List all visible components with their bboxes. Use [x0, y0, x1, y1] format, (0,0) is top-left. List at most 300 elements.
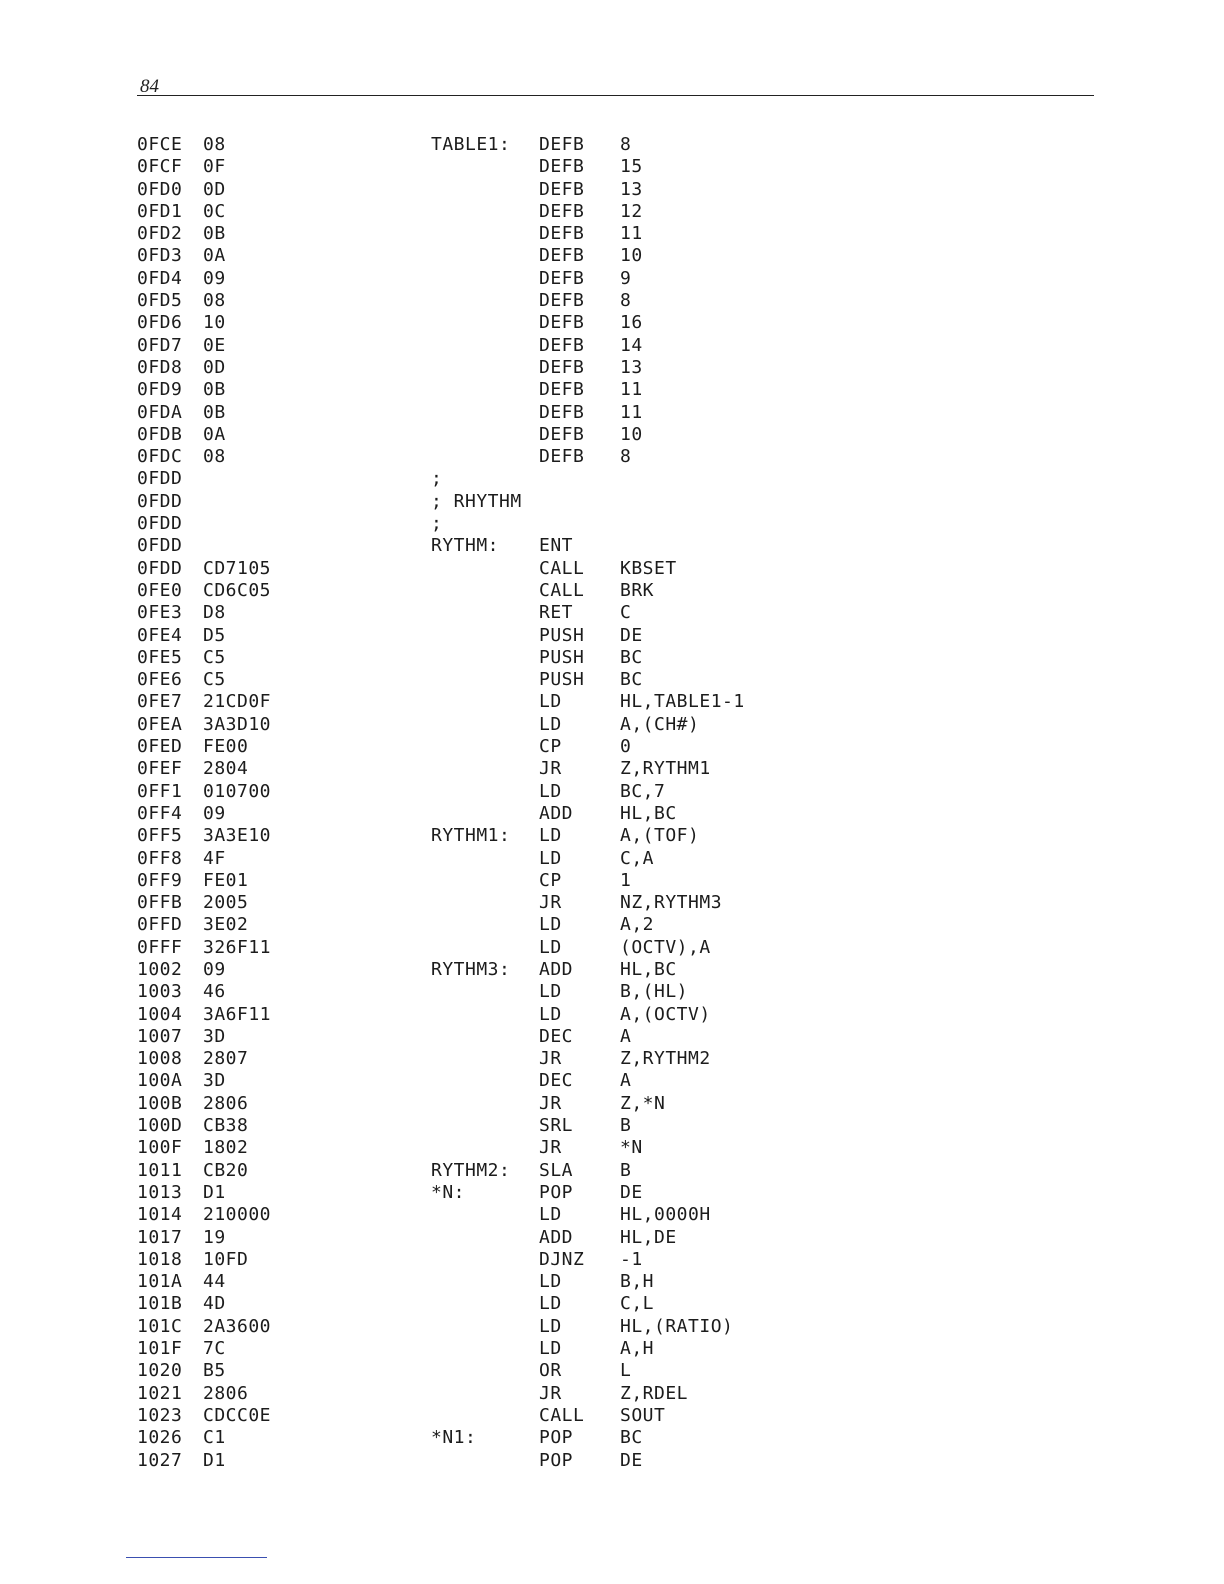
- mnemonic: PUSH: [539, 669, 585, 691]
- operand: 11: [620, 223, 643, 245]
- address: 0FE0: [137, 579, 183, 601]
- address: 0FDC: [137, 446, 183, 468]
- address: 0FDD: [137, 468, 183, 490]
- object-code: 2807: [203, 1048, 249, 1070]
- operand: 14: [620, 334, 643, 356]
- mnemonic: DEFB: [539, 446, 585, 468]
- listing-row: [137, 937, 897, 959]
- label: RYTHM3:: [431, 958, 511, 980]
- mnemonic: POP: [539, 1449, 574, 1471]
- object-code: 0E: [203, 334, 226, 356]
- listing-row: [137, 714, 897, 736]
- address: 0FDD: [137, 490, 183, 512]
- listing-row: [137, 781, 897, 803]
- operand: BC: [620, 646, 643, 668]
- address: 100A: [137, 1070, 183, 1092]
- object-code: 08: [203, 446, 226, 468]
- listing-row: [137, 156, 897, 178]
- listing-row: [137, 1160, 897, 1182]
- address: 1008: [137, 1048, 183, 1070]
- listing-row: [137, 1383, 897, 1405]
- operand: 16: [620, 312, 643, 334]
- listing-row: [137, 1338, 897, 1360]
- operand: *N: [620, 1137, 643, 1159]
- address: 0FDA: [137, 401, 183, 423]
- mnemonic: ADD: [539, 1226, 574, 1248]
- operand: 12: [620, 200, 643, 222]
- mnemonic: POP: [539, 1427, 574, 1449]
- object-code: 4D: [203, 1293, 226, 1315]
- mnemonic: RET: [539, 602, 574, 624]
- label: RYTHM1:: [431, 825, 511, 847]
- address: 1023: [137, 1404, 183, 1426]
- mnemonic: DEFB: [539, 156, 585, 178]
- object-code: 0B: [203, 223, 226, 245]
- address: 100B: [137, 1092, 183, 1114]
- mnemonic: ADD: [539, 802, 574, 824]
- operand: HL,BC: [620, 958, 677, 980]
- listing-row: [137, 179, 897, 201]
- listing-row: [137, 1293, 897, 1315]
- operand: HL,DE: [620, 1226, 677, 1248]
- mnemonic: DEFB: [539, 290, 585, 312]
- object-code: 210000: [203, 1204, 272, 1226]
- mnemonic: LD: [539, 713, 562, 735]
- operand: A,(OCTV): [620, 1003, 711, 1025]
- address: 0FCF: [137, 156, 183, 178]
- operand: HL,TABLE1-1: [620, 691, 745, 713]
- operand: B,H: [620, 1271, 655, 1293]
- operand: DE: [620, 624, 643, 646]
- object-code: CD6C05: [203, 579, 272, 601]
- mnemonic: LD: [539, 1271, 562, 1293]
- mnemonic: DEFB: [539, 200, 585, 222]
- address: 1003: [137, 981, 183, 1003]
- listing-row: [137, 1204, 897, 1226]
- mnemonic: SLA: [539, 1159, 574, 1181]
- address: 1027: [137, 1449, 183, 1471]
- operand: HL,0000H: [620, 1204, 711, 1226]
- address: 0FD9: [137, 379, 183, 401]
- address: 0FE5: [137, 646, 183, 668]
- listing-row: [137, 1115, 897, 1137]
- object-code: D1: [203, 1181, 226, 1203]
- listing-row: [137, 1450, 897, 1472]
- mnemonic: LD: [539, 825, 562, 847]
- address: 0FE4: [137, 624, 183, 646]
- address: 1021: [137, 1382, 183, 1404]
- label: *N1:: [431, 1427, 477, 1449]
- operand: A,(CH#): [620, 713, 700, 735]
- operand: 8: [620, 134, 632, 155]
- listing-row: [137, 959, 897, 981]
- listing-row: [137, 535, 897, 557]
- operand: 0: [620, 736, 632, 758]
- mnemonic: CP: [539, 736, 562, 758]
- mnemonic: DEFB: [539, 178, 585, 200]
- address: 100D: [137, 1115, 183, 1137]
- mnemonic: DEFB: [539, 401, 585, 423]
- label: RYTHM:: [431, 535, 500, 557]
- operand: BC: [620, 1427, 643, 1449]
- listing-row: [137, 803, 897, 825]
- operand: L: [620, 1360, 632, 1382]
- address: 1020: [137, 1360, 183, 1382]
- address: 0FDD: [137, 557, 183, 579]
- mnemonic: DEFB: [539, 245, 585, 267]
- listing-row: [137, 892, 897, 914]
- address: 0FE3: [137, 602, 183, 624]
- object-code: D5: [203, 624, 226, 646]
- listing-row: [137, 1070, 897, 1092]
- operand: 9: [620, 267, 632, 289]
- mnemonic: LD: [539, 1315, 562, 1337]
- mnemonic: CALL: [539, 579, 585, 601]
- operand: Z,RDEL: [620, 1382, 689, 1404]
- object-code: 0A: [203, 245, 226, 267]
- listing-row: [137, 402, 897, 424]
- listing-row: [137, 758, 897, 780]
- object-code: 0C: [203, 200, 226, 222]
- address: 0FD1: [137, 200, 183, 222]
- listing-row: [137, 1360, 897, 1382]
- object-code: 4F: [203, 847, 226, 869]
- address: 1026: [137, 1427, 183, 1449]
- address: 1004: [137, 1003, 183, 1025]
- mnemonic: LD: [539, 1293, 562, 1315]
- listing-row: [137, 1004, 897, 1026]
- object-code: 0D: [203, 356, 226, 378]
- operand: A,2: [620, 914, 655, 936]
- mnemonic: DEFB: [539, 356, 585, 378]
- object-code: D1: [203, 1449, 226, 1471]
- object-code: 09: [203, 267, 226, 289]
- address: 0FF5: [137, 825, 183, 847]
- mnemonic: POP: [539, 1181, 574, 1203]
- address: 0FD7: [137, 334, 183, 356]
- object-code: C1: [203, 1427, 226, 1449]
- operand: A: [620, 1025, 632, 1047]
- operand: B: [620, 1159, 632, 1181]
- address: 0FD5: [137, 290, 183, 312]
- address: 0FDB: [137, 423, 183, 445]
- object-code: 010700: [203, 780, 272, 802]
- address: 101F: [137, 1338, 183, 1360]
- mnemonic: LD: [539, 1003, 562, 1025]
- object-code: CB20: [203, 1159, 249, 1181]
- operand: 11: [620, 401, 643, 423]
- object-code: FE01: [203, 869, 249, 891]
- mnemonic: DEFB: [539, 223, 585, 245]
- mnemonic: JR: [539, 1092, 562, 1114]
- address: 0FF8: [137, 847, 183, 869]
- mnemonic: DEC: [539, 1070, 574, 1092]
- listing-row: [137, 1316, 897, 1338]
- operand: 10: [620, 423, 643, 445]
- object-code: 2804: [203, 758, 249, 780]
- operand: B,(HL): [620, 981, 689, 1003]
- address: 0FD3: [137, 245, 183, 267]
- listing-row: [137, 1405, 897, 1427]
- listing-row: [137, 1271, 897, 1293]
- operand: 1: [620, 869, 632, 891]
- operand: DE: [620, 1449, 643, 1471]
- operand: 8: [620, 446, 632, 468]
- listing-row: [137, 1249, 897, 1271]
- object-code: CDCC0E: [203, 1404, 272, 1426]
- address: 0FF9: [137, 869, 183, 891]
- listing-row: [137, 1093, 897, 1115]
- label: TABLE1:: [431, 134, 511, 155]
- object-code: C5: [203, 646, 226, 668]
- address: 0FFB: [137, 892, 183, 914]
- address: 101A: [137, 1271, 183, 1293]
- comment: ; RHYTHM: [431, 490, 522, 512]
- mnemonic: SRL: [539, 1115, 574, 1137]
- listing-row: [137, 669, 897, 691]
- address: 1007: [137, 1025, 183, 1047]
- mnemonic: OR: [539, 1360, 562, 1382]
- listing-row: [137, 1137, 897, 1159]
- operand: A,(TOF): [620, 825, 700, 847]
- listing-row: [137, 424, 897, 446]
- listing-row: [137, 1427, 897, 1449]
- address: 0FEA: [137, 713, 183, 735]
- address: 0FD6: [137, 312, 183, 334]
- object-code: 09: [203, 958, 226, 980]
- address: 101B: [137, 1293, 183, 1315]
- mnemonic: DJNZ: [539, 1248, 585, 1270]
- listing-row: [137, 1026, 897, 1048]
- mnemonic: LD: [539, 847, 562, 869]
- object-code: 2806: [203, 1092, 249, 1114]
- mnemonic: PUSH: [539, 624, 585, 646]
- mnemonic: DEC: [539, 1025, 574, 1047]
- object-code: 0F: [203, 156, 226, 178]
- label: *N:: [431, 1181, 466, 1203]
- mnemonic: JR: [539, 758, 562, 780]
- listing-row: [137, 491, 897, 513]
- listing-row: [137, 446, 897, 468]
- header-rule: [137, 95, 1094, 96]
- mnemonic: PUSH: [539, 646, 585, 668]
- object-code: 7C: [203, 1338, 226, 1360]
- object-code: 2A3600: [203, 1315, 272, 1337]
- mnemonic: JR: [539, 1137, 562, 1159]
- listing-row: [137, 223, 897, 245]
- address: 0FEF: [137, 758, 183, 780]
- listing-row: [137, 981, 897, 1003]
- mnemonic: LD: [539, 936, 562, 958]
- comment: ;: [431, 513, 443, 535]
- address: 0FD0: [137, 178, 183, 200]
- operand: 13: [620, 356, 643, 378]
- operand: 8: [620, 290, 632, 312]
- listing-row: [137, 870, 897, 892]
- listing-row: [137, 647, 897, 669]
- operand: A,H: [620, 1338, 655, 1360]
- object-code: 3A6F11: [203, 1003, 272, 1025]
- listing-row: [137, 736, 897, 758]
- mnemonic: DEFB: [539, 423, 585, 445]
- mnemonic: JR: [539, 892, 562, 914]
- object-code: 19: [203, 1226, 226, 1248]
- operand: BC: [620, 669, 643, 691]
- object-code: 3A3E10: [203, 825, 272, 847]
- object-code: CB38: [203, 1115, 249, 1137]
- object-code: 0D: [203, 178, 226, 200]
- comment: ;: [431, 468, 443, 490]
- listing-row: [137, 1048, 897, 1070]
- mnemonic: LD: [539, 914, 562, 936]
- object-code: 1802: [203, 1137, 249, 1159]
- listing-row: [137, 825, 897, 847]
- operand: 15: [620, 156, 643, 178]
- object-code: C5: [203, 669, 226, 691]
- listing-row: [137, 290, 897, 312]
- object-code: 0A: [203, 423, 226, 445]
- address: 0FE7: [137, 691, 183, 713]
- operand: (OCTV),A: [620, 936, 711, 958]
- mnemonic: DEFB: [539, 379, 585, 401]
- operand: SOUT: [620, 1404, 666, 1426]
- operand: BC,7: [620, 780, 666, 802]
- address: 0FFF: [137, 936, 183, 958]
- mnemonic: ADD: [539, 958, 574, 980]
- operand: B: [620, 1115, 632, 1137]
- operand: 10: [620, 245, 643, 267]
- address: 0FED: [137, 736, 183, 758]
- address: 100F: [137, 1137, 183, 1159]
- address: 0FFD: [137, 914, 183, 936]
- mnemonic: LD: [539, 1204, 562, 1226]
- mnemonic: DEFB: [539, 267, 585, 289]
- object-code: 08: [203, 134, 226, 155]
- object-code: 21CD0F: [203, 691, 272, 713]
- listing-row: [137, 245, 897, 267]
- operand: C,A: [620, 847, 655, 869]
- mnemonic: ENT: [539, 535, 574, 557]
- operand: -1: [620, 1248, 643, 1270]
- mnemonic: LD: [539, 1338, 562, 1360]
- mnemonic: JR: [539, 1382, 562, 1404]
- mnemonic: JR: [539, 1048, 562, 1070]
- object-code: 3A3D10: [203, 713, 272, 735]
- operand: C,L: [620, 1293, 655, 1315]
- listing-row: [137, 201, 897, 223]
- operand: Z,*N: [620, 1092, 666, 1114]
- footer-rule: [126, 1557, 267, 1558]
- mnemonic: DEFB: [539, 312, 585, 334]
- object-code: 46: [203, 981, 226, 1003]
- object-code: 326F11: [203, 936, 272, 958]
- listing-row: [137, 357, 897, 379]
- mnemonic: DEFB: [539, 334, 585, 356]
- address: 0FDD: [137, 513, 183, 535]
- listing-row: [137, 468, 897, 490]
- operand: BRK: [620, 579, 655, 601]
- mnemonic: DEFB: [539, 134, 585, 155]
- operand: C: [620, 602, 632, 624]
- listing-row: [137, 558, 897, 580]
- listing-row: [137, 134, 897, 156]
- mnemonic: LD: [539, 981, 562, 1003]
- object-code: D8: [203, 602, 226, 624]
- object-code: FE00: [203, 736, 249, 758]
- listing-row: [137, 513, 897, 535]
- listing-row: [137, 335, 897, 357]
- object-code: CD7105: [203, 557, 272, 579]
- address: 1002: [137, 958, 183, 980]
- listing-row: [137, 379, 897, 401]
- operand: 13: [620, 178, 643, 200]
- operand: HL,BC: [620, 802, 677, 824]
- page-number: 84: [140, 76, 159, 97]
- mnemonic: LD: [539, 780, 562, 802]
- address: 101C: [137, 1315, 183, 1337]
- address: 0FCE: [137, 134, 183, 155]
- address: 0FF4: [137, 802, 183, 824]
- mnemonic: CALL: [539, 557, 585, 579]
- object-code: 10FD: [203, 1248, 249, 1270]
- listing-row: [137, 268, 897, 290]
- listing-row: [137, 312, 897, 334]
- object-code: 2806: [203, 1382, 249, 1404]
- listing-row: [137, 625, 897, 647]
- object-code: 10: [203, 312, 226, 334]
- operand: Z,RYTHM2: [620, 1048, 711, 1070]
- address: 0FDD: [137, 535, 183, 557]
- listing-row: [137, 1182, 897, 1204]
- address: 0FF1: [137, 780, 183, 802]
- listing-row: [137, 580, 897, 602]
- object-code: 09: [203, 802, 226, 824]
- operand: DE: [620, 1181, 643, 1203]
- operand: KBSET: [620, 557, 677, 579]
- object-code: 0B: [203, 401, 226, 423]
- address: 0FD8: [137, 356, 183, 378]
- listing-row: [137, 914, 897, 936]
- object-code: 2005: [203, 892, 249, 914]
- address: 0FD2: [137, 223, 183, 245]
- object-code: B5: [203, 1360, 226, 1382]
- listing-row: [137, 602, 897, 624]
- operand: 11: [620, 379, 643, 401]
- mnemonic: CP: [539, 869, 562, 891]
- object-code: 3D: [203, 1070, 226, 1092]
- object-code: 0B: [203, 379, 226, 401]
- address: 1014: [137, 1204, 183, 1226]
- label: RYTHM2:: [431, 1159, 511, 1181]
- mnemonic: CALL: [539, 1404, 585, 1426]
- address: 0FD4: [137, 267, 183, 289]
- operand: A: [620, 1070, 632, 1092]
- object-code: 44: [203, 1271, 226, 1293]
- listing-row: [137, 691, 897, 713]
- object-code: 08: [203, 290, 226, 312]
- operand: Z,RYTHM1: [620, 758, 711, 780]
- operand: NZ,RYTHM3: [620, 892, 723, 914]
- mnemonic: LD: [539, 691, 562, 713]
- listing-row: [137, 848, 897, 870]
- address: 1013: [137, 1181, 183, 1203]
- address: 1018: [137, 1248, 183, 1270]
- operand: HL,(RATIO): [620, 1315, 734, 1337]
- address: 1011: [137, 1159, 183, 1181]
- assembly-listing: [137, 134, 897, 1472]
- address: 1017: [137, 1226, 183, 1248]
- listing-row: [137, 1227, 897, 1249]
